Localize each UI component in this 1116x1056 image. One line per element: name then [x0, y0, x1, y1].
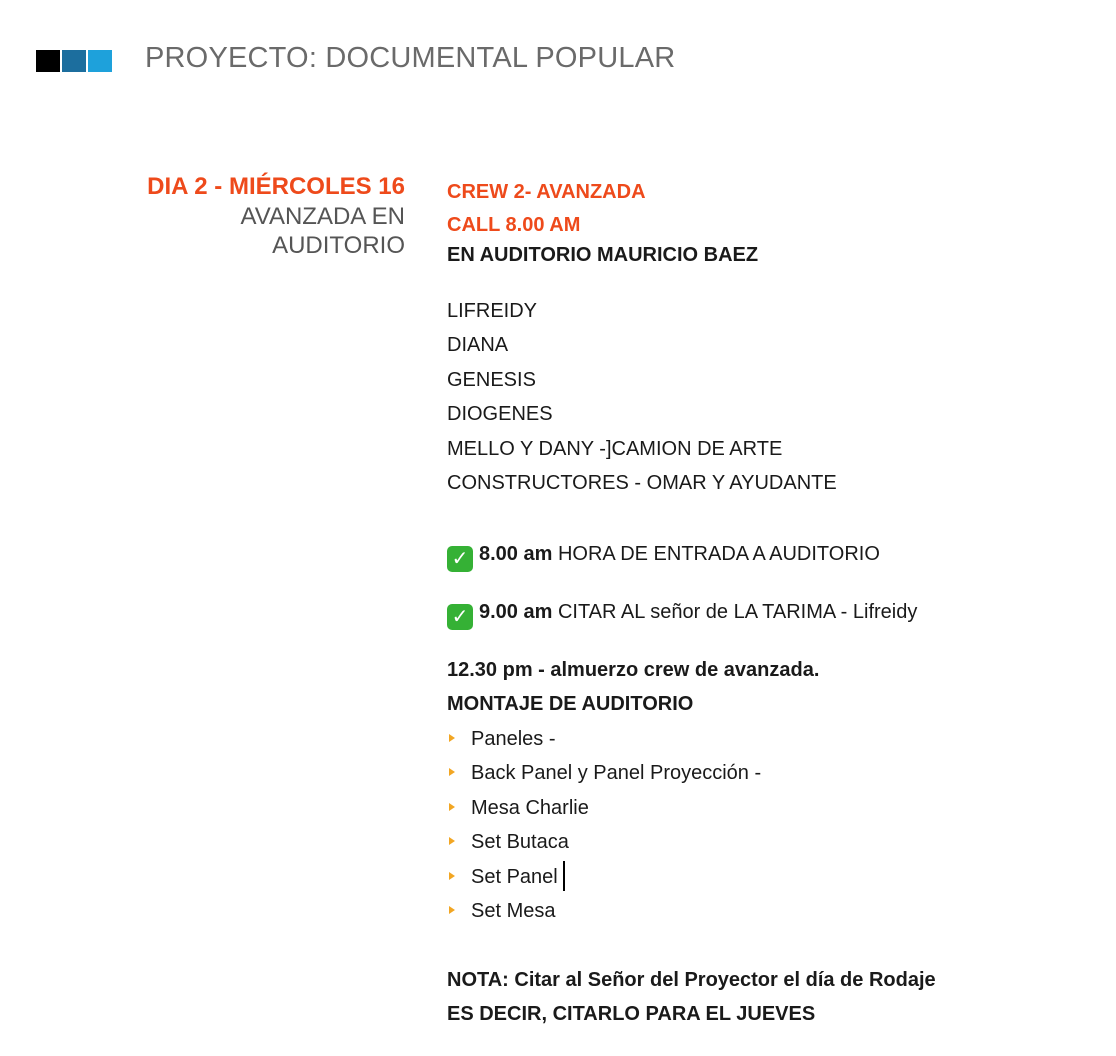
crew-members-list — [447, 294, 1097, 501]
note-line2: ES DECIR, CITARLO PARA EL JUEVES — [447, 1003, 816, 1025]
logo-square-black — [36, 50, 60, 72]
list-item: Set Butaca — [447, 825, 1097, 860]
list-item: Set Panel — [447, 860, 1097, 895]
list-item: Mesa Charlie — [447, 791, 1097, 826]
montaje-list — [447, 722, 1097, 929]
lunch-note: 12.30 pm - almuerzo crew de avanzada. — [447, 658, 820, 681]
location: EN AUDITORIO MAURICIO BAEZ — [447, 243, 759, 266]
schedule-item — [447, 595, 1097, 630]
bullet-icon — [449, 906, 455, 914]
day-subtitle-line2: AUDITORIO — [272, 232, 405, 259]
crew-member: LIFREIDY — [447, 299, 538, 322]
bullet-icon — [449, 734, 455, 742]
day-subtitle-line1: AVANZADA EN — [240, 203, 405, 230]
check-mark-icon: ✓ — [447, 546, 473, 572]
day-title: DIA 2 - MIÉRCOLES 16 — [147, 173, 405, 200]
bullet-icon — [449, 768, 455, 776]
call-time: CALL 8.00 AM — [447, 213, 581, 236]
schedule-text: CITAR AL señor de LA TARIMA - Lifreidy — [557, 600, 918, 623]
logo-square-light-blue — [88, 50, 112, 72]
list-item: Set Mesa — [447, 894, 1097, 929]
note-line1: NOTA: Citar al Señor del Proyector el día de Rodaje — [447, 968, 936, 991]
crew-member: GENESIS — [447, 368, 536, 391]
schedule-time: 9.00 am — [479, 600, 553, 623]
check-mark-icon: ✓ — [447, 604, 473, 630]
montaje-title: MONTAJE DE AUDITORIO — [447, 693, 694, 715]
crew-title: CREW 2- AVANZADA — [447, 181, 646, 203]
bullet-icon — [449, 837, 455, 845]
crew-member: DIOGENES — [447, 403, 553, 425]
schedule-time: 8.00 am — [479, 542, 553, 565]
schedule-item — [447, 537, 1097, 572]
text-cursor — [563, 861, 565, 891]
project-title: PROYECTO: DOCUMENTAL POPULAR — [145, 42, 676, 74]
logo-square-dark-blue — [62, 50, 86, 72]
crew-member: DIANA — [447, 334, 509, 356]
main-content[interactable] — [447, 175, 1097, 1032]
crew-member: CONSTRUCTORES - OMAR Y AYUDANTE — [447, 472, 837, 494]
logo — [36, 50, 112, 72]
list-item: Back Panel y Panel Proyección - — [447, 756, 1097, 791]
list-item: Paneles - — [447, 722, 1097, 757]
schedule-text: HORA DE ENTRADA A AUDITORIO — [557, 542, 880, 565]
crew-member: MELLO Y DANY -]CAMION DE ARTE — [447, 437, 783, 460]
day-heading — [85, 172, 405, 260]
bullet-icon — [449, 803, 455, 811]
bullet-icon — [449, 872, 455, 880]
